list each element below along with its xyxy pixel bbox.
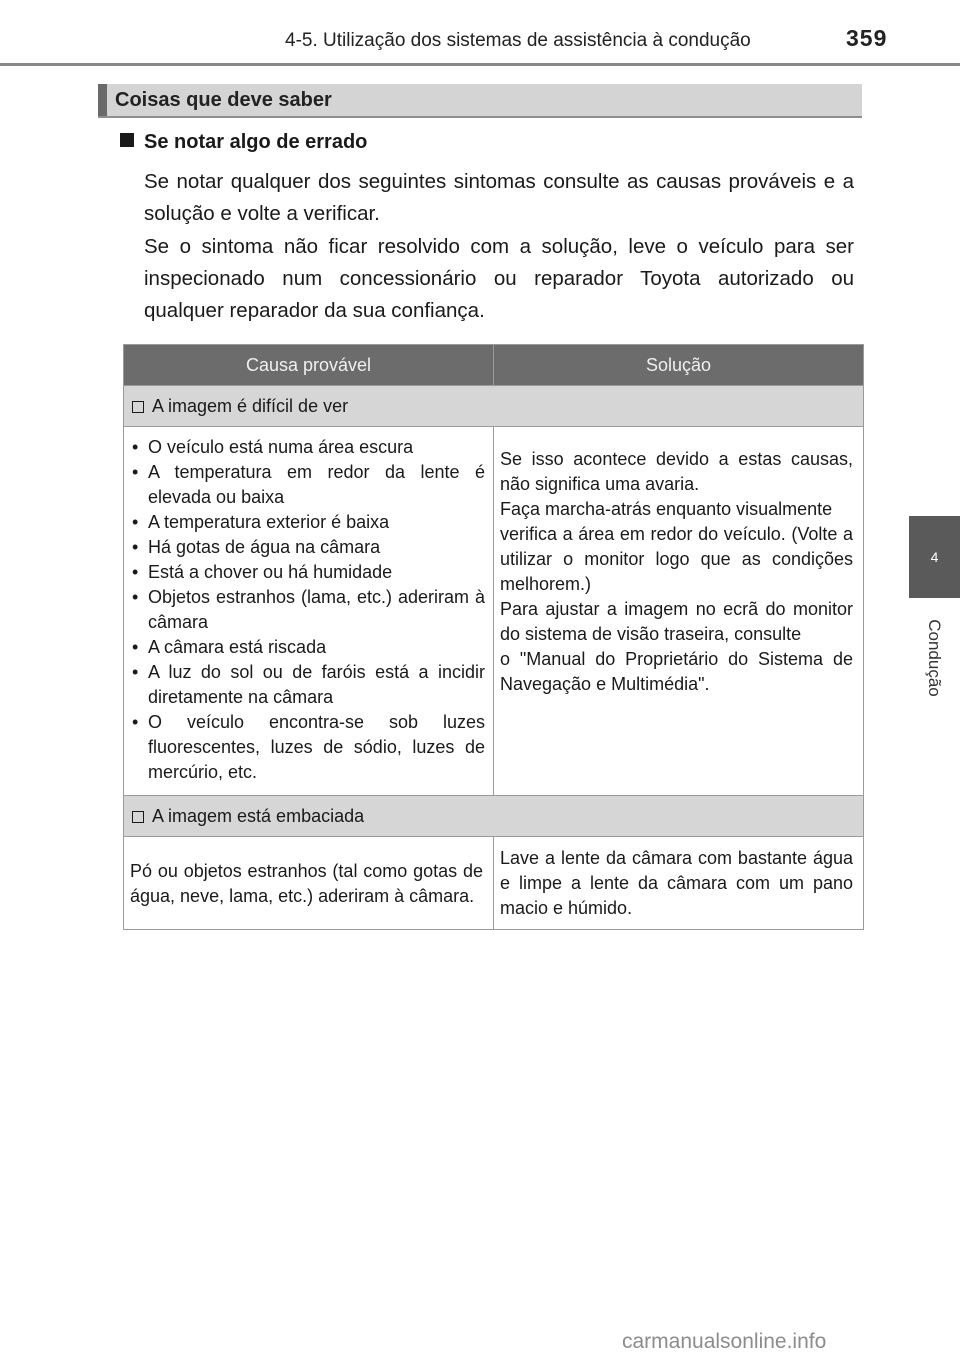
info-box-accent-bar [98, 84, 107, 116]
solution-text: Se isso acontece devido a estas causas, não significa uma avaria. [500, 449, 853, 494]
list-item: • A temperatura exterior é baixa [130, 510, 485, 535]
list-item: • Objetos estranhos (lama, etc.) aderiram à câmara [130, 585, 485, 635]
group-title: A imagem está embaciada [152, 805, 365, 826]
solution-text: Para ajustar a imagem no ecrã do monitor do sistema de visão traseira, consulte [500, 599, 853, 644]
chapter-tab[interactable]: 4 [909, 516, 960, 598]
list-item: • A luz do sol ou de faróis está a incidir diretamente na câmara [130, 660, 485, 710]
causes-list [130, 435, 485, 785]
header-cause: Causa provável [124, 345, 494, 386]
square-bullet-icon [120, 133, 134, 147]
watermark: carmanualsonline.info [622, 1330, 827, 1353]
chapter-tab-label: Condução [925, 619, 944, 697]
section-title: 4-5. Utilização dos sistemas de assistência à condução [285, 30, 751, 51]
solution-cell [494, 427, 864, 796]
troubleshooting-table [123, 344, 864, 930]
causes-cell [124, 427, 494, 796]
list-item: • O veículo encontra-se sob luzes fluorescentes, luzes de sódio, luzes de mercúrio, etc. [130, 710, 485, 785]
page-number: 359 [846, 25, 888, 51]
list-item: • Há gotas de água na câmara [130, 535, 485, 560]
cause-cell: Pó ou objetos estranhos (tal como gotas de água, neve, lama, etc.) aderiram à câmara. [124, 837, 494, 930]
list-item: • A temperatura em redor da lente é elevada ou baixa [130, 460, 485, 510]
group-row-image-blurry [124, 796, 864, 837]
checkbox-icon [132, 811, 144, 823]
group-title-cell [124, 796, 864, 837]
group-title: A imagem é difícil de ver [152, 395, 349, 416]
subheading [120, 131, 367, 154]
group-title-cell [124, 386, 864, 427]
subheading-text: Se notar algo de errado [144, 131, 368, 153]
intro-paragraph: Se notar qualquer dos seguintes sintomas consulte as causas prováveis e a solução e volte a verificar. [144, 170, 854, 225]
list-item: • O veículo está numa área escura [130, 435, 485, 460]
solution-text: o "Manual do Proprietário do Sistema de Navegação e Multimédia". [500, 649, 853, 694]
group-row-image-hard-to-see [124, 386, 864, 427]
list-item: • A câmara está riscada [130, 635, 485, 660]
table-header-row [124, 345, 864, 386]
list-item: • Está a chover ou há humidade [130, 560, 485, 585]
header-solution: Solução [494, 345, 864, 386]
solution-cell: Lave a lente da câmara com bastante água e limpe a lente da câmara com um pano macio e húmido. [494, 837, 864, 930]
checkbox-icon [132, 401, 144, 413]
header-divider [0, 63, 960, 66]
table-row [124, 837, 864, 930]
advice-paragraph: Se o sintoma não ficar resolvido com a solução, leve o veículo para ser inspecionado num concessionário ou reparador Toyota autorizado ou qualquer reparador da sua confiança. [144, 235, 854, 322]
solution-text: Faça marcha-atrás enquanto visualmente [500, 499, 833, 519]
info-box-title-text: Coisas que deve saber [115, 89, 332, 111]
info-box-title [98, 84, 862, 118]
solution-text: verifica a área em redor do veículo. (Volte a utilizar o monitor logo que as condições melhorem.) [500, 524, 853, 594]
table-row [124, 427, 864, 796]
